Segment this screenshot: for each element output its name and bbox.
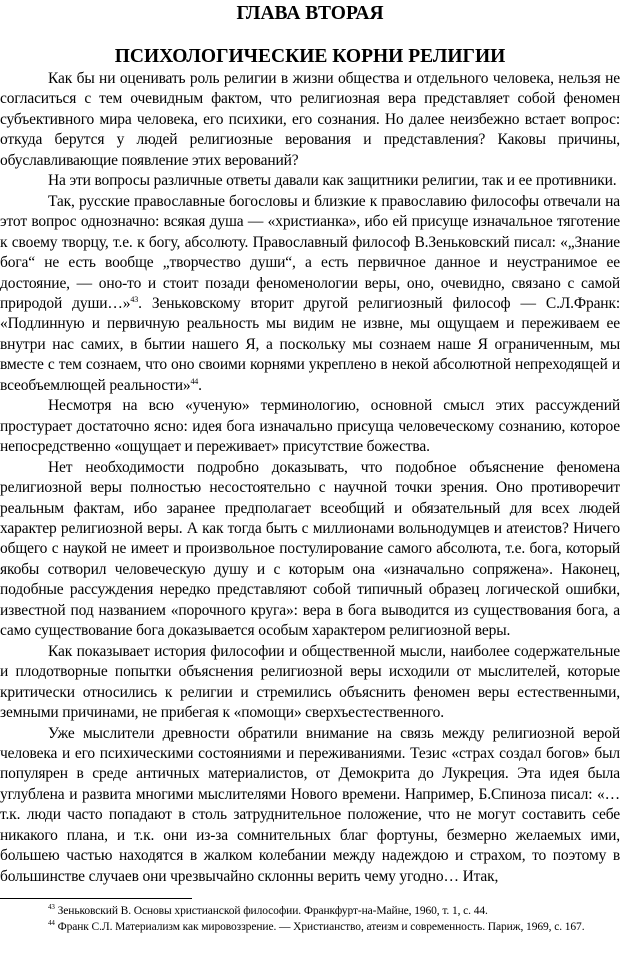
chapter-title: ГЛАВА ВТОРАЯ	[236, 3, 384, 24]
footnote-text: Франк С.Л. Материализм как мировоззрение. — Христианство, атеизм и современность. Париж, 1969, с. 167.	[57, 920, 585, 933]
section-title: ПСИХОЛОГИЧЕСКИЕ КОРНИ РЕЛИГИИ	[114, 46, 506, 67]
footnote-text: Зеньковский В. Основы христианской философии. Франкфурт-на-Майне, 1960, т. 1, с. 44.	[57, 905, 488, 917]
footnote-ref-43[interactable]: 43	[130, 294, 139, 304]
paragraph-1: Как бы ни оценивать роль религии в жизни общества и отдельного человека, нельзя не согласиться с тем очевидным фактом, что религиозная вера представляет собой феномен субъективного мира человека, его психики, его сознания. Но далее неизбежно встает вопрос: откуда берутся у людей религиозные верования и представления? Каковы причины, обуславливающие появление этих верований?	[0, 70, 620, 169]
paragraph-3-part-b: . Зеньковскому вторит другой религиозный философ — С.Л.Франк: «Подлинную и первичную реальность мы видим не извне, мы ощущаем и переживаем ее внутри нас самих, в бытии нашего Я, а поскольку мы сознаем наше Я ограниченным, мы вместе с тем сознаем, что оно своими корнями укреплено в некой абсолютной непреходящей и всеобъемлющей реальности»	[0, 294, 620, 394]
paragraph-3-part-c: .	[198, 376, 202, 394]
footnote-43	[0, 904, 620, 920]
footnote-number: 44	[48, 918, 55, 927]
footnotes	[0, 904, 620, 935]
paragraph-6: Как показывает история философии и общественной мысли, наиболее содержательные и плодотворные попытки объяснения религиозной веры исходили от мыслителей, которые критически относились к религии и стремились объяснить феномен веры естественными, земными причинами, не прибегая к «помощи» сверхъестественного.	[0, 642, 620, 722]
paragraph-3-part-a: Так, русские православные богословы и близкие к православию философы отвечали на этот вопрос однозначно: всякая душа — «христианка», ибо ей присуще изначальное тяготение к своему творцу, т.е. к богу, абсолюту. Православный философ В.Зеньковский писал: «„Знание бога“ не есть вообще „творчество души“, а есть первичное данное и неустранимое ее достояние, — оно-то и стоит позади феноменологии веры, оно, очевидно, связано с самой природой души…»	[0, 192, 620, 312]
paragraph-3	[0, 192, 620, 397]
body-text	[0, 69, 620, 887]
paragraph-7: Уже мыслители древности обратили внимание на связь между религиозной верой человека и его психическими состояниями и переживаниями. Тезис «страх создал богов» был популярен в среде античных материалистов, от Демокрита до Лукреция. Эта идея была углублена и развита многими мыслителями Нового времени. Например, Б.Спиноза писал: «…т.к. люди часто попадают в столь затруднительное положение, что не могут составить себе никакого плана, и т.к. они из-за сомнительных благ фортуны, безмерно желаемых ими, большею частью находятся в жалком колебании между надеждою и страхом, то поэтому в большинстве случаев они чрезвычайно склонны верить чему угодно… Итак,	[0, 724, 620, 885]
paragraph-4: Несмотря на всю «ученую» терминологию, основной смысл этих рассуждений простурает достаточно ясно: идея бога изначально присуща человеческому сознанию, которое непосредственно «ощущает и переживает» присутствие божества.	[0, 397, 620, 456]
paragraph-5: Нет необходимости подробно доказывать, что подобное объяснение феномена религиозной веры полностью несостоятельно с научной точки зрения. Оно противоречит реальным фактам, ибо заранее предполагает всеобщий и обязательный для всех людей характер религиозной веры. А как тогда быть с миллионами вольнодумцев и атеистов? Ничего общего с наукой не имеет и произвольное постулирование самого абсолюта, т.е. бога, который якобы сотворил человеческую душу и с которым она «изначально сопряжена». Наконец, подобные рассуждения нередко представляют собой типичный образец логической ошибки, известной под названием «порочного круга»: вера в бога выводится из существования бога, а само существование бога доказывается особым характером религиозной веры.	[0, 458, 620, 640]
paragraph-2: На эти вопросы различные ответы давали как защитники религии, так и ее противники.	[48, 172, 617, 190]
footnote-44	[0, 920, 620, 936]
footnote-number: 43	[48, 903, 55, 912]
footnote-divider	[0, 898, 192, 899]
footnote-ref-44[interactable]: 44	[190, 376, 199, 386]
